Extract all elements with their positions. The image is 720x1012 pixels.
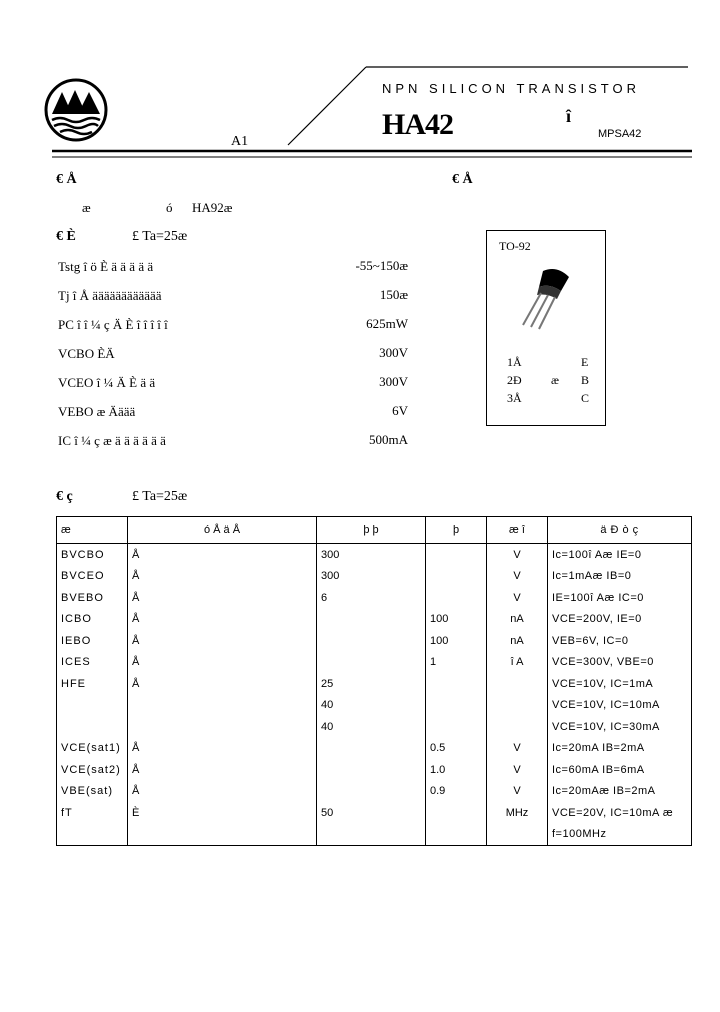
pin-name: E: [581, 355, 589, 369]
cell-cond: Å: [128, 544, 317, 566]
col-cond: ó Å ä Å: [128, 517, 317, 544]
cell-min: 25: [317, 673, 426, 695]
cell-max: [426, 695, 487, 717]
cell-max: [426, 544, 487, 566]
complement-text: HA92æ: [192, 200, 233, 215]
max-ratings-condition: £ Ta=25æ: [132, 229, 188, 244]
cell-max: 0.9: [426, 781, 487, 803]
cell-max: [426, 824, 487, 846]
cell-test: IE=100î Aæ IC=0: [548, 587, 692, 609]
cell-min: 300: [317, 566, 426, 588]
complement-prefix: æ: [82, 200, 91, 215]
cell-param: BVEBO: [57, 587, 128, 609]
cell-max: [426, 587, 487, 609]
cell-test: Ic=1mAæ IB=0: [548, 566, 692, 588]
rating-value: 150æ: [379, 287, 408, 302]
package-name: TO-92: [499, 239, 531, 253]
cell-unit: nA: [487, 630, 548, 652]
electrical-heading: € ç: [56, 489, 73, 504]
cell-test: VCE=200V, IE=0: [548, 609, 692, 631]
cell-unit: [487, 824, 548, 846]
table-row: [57, 630, 692, 652]
pin-mark: æ: [551, 373, 560, 387]
cell-max: 100: [426, 630, 487, 652]
pin-row: [507, 355, 597, 373]
cell-cond: Å: [128, 738, 317, 760]
cell-cond: [128, 824, 317, 846]
cell-max: 100: [426, 609, 487, 631]
max-ratings-heading: € È: [56, 229, 76, 244]
header-rules: [0, 0, 720, 170]
cell-cond: È: [128, 802, 317, 824]
col-unit: æ î: [487, 517, 548, 544]
table-row: [57, 738, 692, 760]
max-ratings-list: [58, 258, 408, 461]
pin-number: 1Å: [507, 355, 522, 369]
cell-test: f=100MHz: [548, 824, 692, 846]
cell-test: Ic=20mA IB=2mA: [548, 738, 692, 760]
pin-name: C: [581, 391, 590, 405]
pin-number: 3Å: [507, 391, 522, 405]
table-row: [57, 716, 692, 738]
rating-row: [58, 403, 408, 432]
table-row: [57, 824, 692, 846]
pin-list: [507, 355, 597, 409]
cell-cond: Å: [128, 652, 317, 674]
rating-label: IC î ¼ ç æ ä ä ä ä ä ä: [58, 433, 166, 448]
pin-name: B: [581, 373, 590, 387]
rating-label: Tj î Å ääääääääääää: [58, 288, 162, 303]
cell-min: [317, 824, 426, 846]
cell-unit: V: [487, 759, 548, 781]
cell-param: [57, 716, 128, 738]
table-row: [57, 609, 692, 631]
rating-row: [58, 374, 408, 403]
cell-param: fT: [57, 802, 128, 824]
electrical-table: [56, 516, 692, 846]
pin-number: 2Ð: [507, 373, 522, 387]
cell-unit: [487, 673, 548, 695]
features-heading-right: € Å: [452, 172, 473, 187]
rating-label: Tstg î ö È ä ä ä ä ä: [58, 259, 154, 274]
cell-param: [57, 695, 128, 717]
cell-param: HFE: [57, 673, 128, 695]
part-number: HA42: [382, 108, 453, 141]
rating-row: [58, 345, 408, 374]
package-box: [486, 230, 606, 426]
cell-cond: Å: [128, 630, 317, 652]
cell-min: 300: [317, 544, 426, 566]
header-marker: î: [566, 106, 572, 126]
cell-unit: V: [487, 781, 548, 803]
electrical-condition: £ Ta=25æ: [132, 489, 188, 504]
cell-min: [317, 609, 426, 631]
cell-test: VEB=6V, IC=0: [548, 630, 692, 652]
table-row: [57, 673, 692, 695]
col-param: æ: [57, 517, 128, 544]
cell-param: VCE(sat1): [57, 738, 128, 760]
rating-value: 500mA: [369, 432, 408, 447]
equivalent-part: MPSA42: [598, 128, 642, 140]
cell-min: 50: [317, 802, 426, 824]
rating-value: 300V: [379, 345, 408, 360]
cell-min: [317, 781, 426, 803]
cell-cond: [128, 716, 317, 738]
cell-cond: Å: [128, 566, 317, 588]
rating-value: -55~150æ: [355, 258, 408, 273]
cell-max: 1.0: [426, 759, 487, 781]
cell-cond: Å: [128, 673, 317, 695]
cell-unit: V: [487, 544, 548, 566]
cell-unit: [487, 695, 548, 717]
cell-max: 0.5: [426, 738, 487, 760]
cell-test: Ic=20mAæ IB=2mA: [548, 781, 692, 803]
cell-param: BVCBO: [57, 544, 128, 566]
cell-cond: [128, 695, 317, 717]
cell-max: [426, 566, 487, 588]
cell-min: [317, 630, 426, 652]
cell-min: 40: [317, 716, 426, 738]
table-row: [57, 802, 692, 824]
table-row: [57, 759, 692, 781]
rating-value: 6V: [392, 403, 408, 418]
cell-cond: Å: [128, 609, 317, 631]
cell-test: VCE=10V, IC=30mA: [548, 716, 692, 738]
cell-unit: V: [487, 738, 548, 760]
rating-label: PC î î ¼ ç Ä È î î î î î: [58, 317, 168, 332]
cell-param: ICBO: [57, 609, 128, 631]
cell-test: VCE=10V, IC=1mA: [548, 673, 692, 695]
cell-test: VCE=300V, VBE=0: [548, 652, 692, 674]
cell-unit: V: [487, 587, 548, 609]
cell-min: 40: [317, 695, 426, 717]
cell-param: [57, 824, 128, 846]
rating-label: VEBO æ Ääää: [58, 404, 136, 419]
cell-param: IEBO: [57, 630, 128, 652]
table-row: [57, 587, 692, 609]
cell-unit: nA: [487, 609, 548, 631]
cell-test: VCE=20V, IC=10mA æ: [548, 802, 692, 824]
cell-cond: Å: [128, 587, 317, 609]
rating-label: VCEO î ¼ Ä È ä ä: [58, 375, 156, 390]
cell-unit: î A: [487, 652, 548, 674]
table-row: [57, 781, 692, 803]
cell-min: 6: [317, 587, 426, 609]
rating-row: [58, 316, 408, 345]
table-header: [57, 517, 692, 544]
cell-max: [426, 716, 487, 738]
to92-package-icon: [509, 263, 589, 333]
rating-value: 300V: [379, 374, 408, 389]
table-row: [57, 566, 692, 588]
cell-max: 1: [426, 652, 487, 674]
cell-min: [317, 652, 426, 674]
features-heading-left: € Å: [56, 172, 77, 187]
cell-test: VCE=10V, IC=10mA: [548, 695, 692, 717]
cell-param: BVCEO: [57, 566, 128, 588]
pin-row: [507, 373, 597, 391]
col-max: þ: [426, 517, 487, 544]
table-row: [57, 695, 692, 717]
cell-param: ICES: [57, 652, 128, 674]
complement-mid: ó: [166, 200, 173, 215]
cell-max: [426, 673, 487, 695]
table-row: [57, 652, 692, 674]
cell-min: [317, 738, 426, 760]
cell-cond: Å: [128, 759, 317, 781]
rating-label: VCBO ÈÄ: [58, 346, 115, 361]
rating-row: [58, 258, 408, 287]
doc-code: A1: [231, 134, 249, 149]
cell-test: Ic=60mA IB=6mA: [548, 759, 692, 781]
cell-unit: [487, 716, 548, 738]
cell-cond: Å: [128, 781, 317, 803]
cell-unit: MHz: [487, 802, 548, 824]
cell-param: VBE(sat): [57, 781, 128, 803]
cell-max: [426, 802, 487, 824]
product-line: NPN SILICON TRANSISTOR: [382, 81, 640, 96]
col-test: ä Ð ò ç: [548, 517, 692, 544]
rating-row: [58, 287, 408, 316]
rating-value: 625mW: [366, 316, 408, 331]
cell-min: [317, 759, 426, 781]
cell-test: Ic=100î Aæ IE=0: [548, 544, 692, 566]
table-row: [57, 544, 692, 566]
col-min: þ þ: [317, 517, 426, 544]
rating-row: [58, 432, 408, 461]
pin-row: [507, 391, 597, 409]
cell-unit: V: [487, 566, 548, 588]
cell-param: VCE(sat2): [57, 759, 128, 781]
